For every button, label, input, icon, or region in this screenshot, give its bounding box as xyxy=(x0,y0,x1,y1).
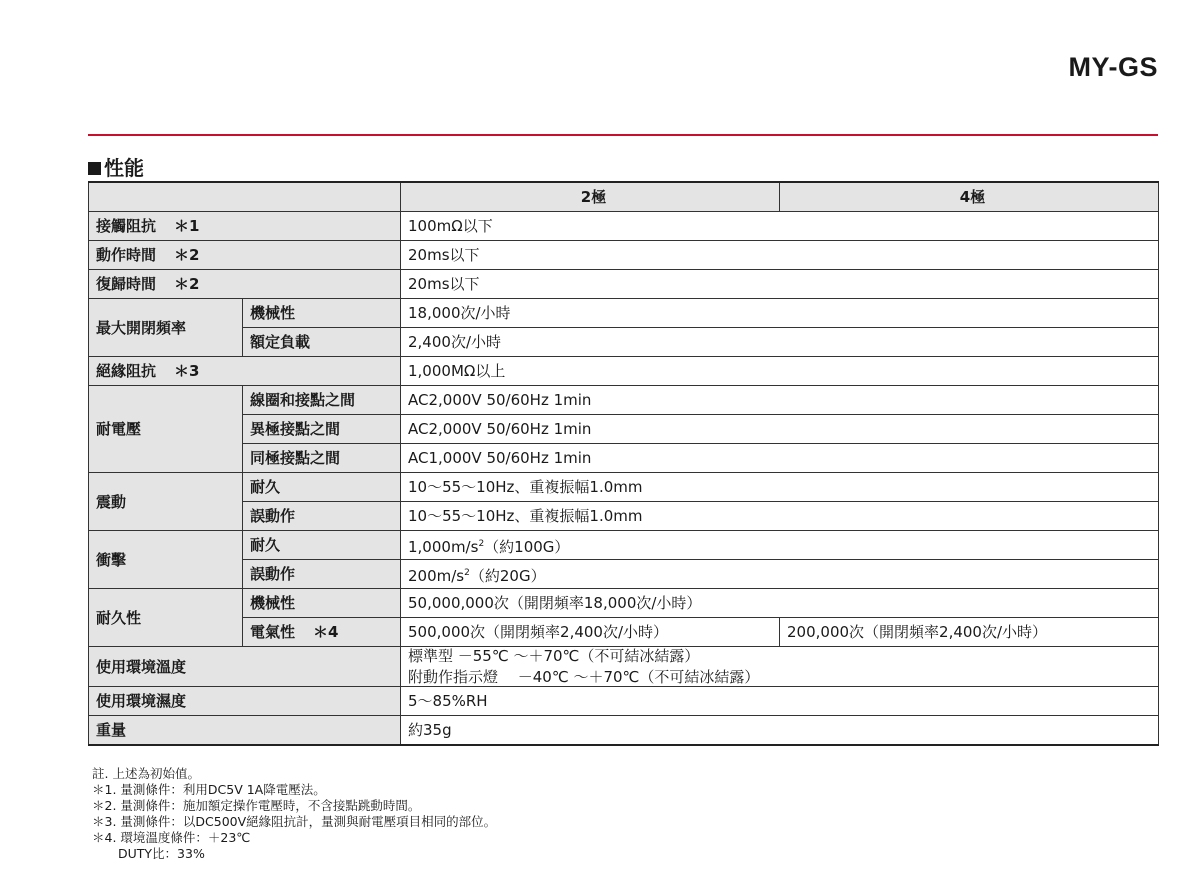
header-divider xyxy=(88,134,1158,136)
table-row xyxy=(89,444,1159,473)
note-line: ＊4. 環境溫度條件：＋23℃ xyxy=(92,830,251,845)
group-label: 耐久性 xyxy=(89,589,243,647)
row-value: AC2,000V 50/60Hz 1min xyxy=(401,386,1159,415)
note-line: 註. 上述為初始值。 xyxy=(92,766,200,781)
row-label: 復歸時間 ＊2 xyxy=(89,270,401,299)
row-value: 5～85%RH xyxy=(401,687,1159,716)
note-line: ＊3. 量測條件：以DC500V絕緣阻抗計，量測與耐電壓項目相同的部位。 xyxy=(92,814,497,829)
sub-label: 機械性 xyxy=(243,299,401,328)
sub-label: 耐久 xyxy=(243,473,401,502)
sub-label: 機械性 xyxy=(243,589,401,618)
table-row xyxy=(89,647,1159,687)
table-row xyxy=(89,241,1159,270)
note-line: ＊1. 量測條件：利用DC5V 1A降電壓法。 xyxy=(92,782,326,797)
row-value: 20ms以下 xyxy=(401,241,1159,270)
row-value: 50,000,000次（開閉頻率18,000次/小時） xyxy=(401,589,1159,618)
row-label: 接觸阻抗 ＊1 xyxy=(89,212,401,241)
row-value: 100mΩ以下 xyxy=(401,212,1159,241)
footnotes xyxy=(92,766,496,862)
footnote-mark: ＊2 xyxy=(174,275,200,293)
row-value: 10～55～10Hz、重複振幅1.0mm xyxy=(401,502,1159,531)
group-label: 震動 xyxy=(89,473,243,531)
footnote-mark: ＊3 xyxy=(174,362,200,380)
row-value: AC2,000V 50/60Hz 1min xyxy=(401,415,1159,444)
table-row xyxy=(89,415,1159,444)
table-row xyxy=(89,299,1159,328)
table-row xyxy=(89,687,1159,716)
row-label: 使用環境溫度 xyxy=(89,647,401,687)
footnote-mark: ＊4 xyxy=(313,623,339,641)
table-row xyxy=(89,386,1159,415)
sub-label: 同極接點之間 xyxy=(243,444,401,473)
sub-label: 額定負載 xyxy=(243,328,401,357)
sub-label: 電氣性 ＊4 xyxy=(243,618,401,647)
section-title xyxy=(88,152,144,181)
sub-label: 異極接點之間 xyxy=(243,415,401,444)
performance-table xyxy=(88,181,1159,746)
header-2pole: 2極 xyxy=(401,182,780,212)
row-value: 標準型 －55℃ ～＋70℃（不可結冰結露） 附動作指示燈 －40℃ ～＋70℃（不可結冰結露） xyxy=(401,647,1159,687)
row-value: 2,400次/小時 xyxy=(401,328,1159,357)
sub-label: 誤動作 xyxy=(243,560,401,589)
note-line: ＊2. 量測條件：施加額定操作電壓時，不含接點跳動時間。 xyxy=(92,798,421,813)
row-value: 18,000次/小時 xyxy=(401,299,1159,328)
table-row xyxy=(89,589,1159,618)
footnote-mark: ＊2 xyxy=(174,246,200,264)
footnote-mark: ＊1 xyxy=(174,217,200,235)
note-line: DUTY比：33% xyxy=(118,846,205,861)
table-row xyxy=(89,531,1159,560)
row-value: 10～55～10Hz、重複振幅1.0mm xyxy=(401,473,1159,502)
header-4pole: 4極 xyxy=(780,182,1159,212)
table-row xyxy=(89,560,1159,589)
row-value: 20ms以下 xyxy=(401,270,1159,299)
value-4pole: 200,000次（開閉頻率2,400次/小時） xyxy=(780,618,1159,647)
table-row xyxy=(89,212,1159,241)
row-label: 使用環境濕度 xyxy=(89,687,401,716)
table-row xyxy=(89,473,1159,502)
model-title: MY-GS xyxy=(1068,52,1158,82)
row-value: $200m/s^2$（約20G） xyxy=(401,560,1159,589)
group-label: 耐電壓 xyxy=(89,386,243,473)
table-row xyxy=(89,502,1159,531)
row-label: 絕緣阻抗 ＊3 xyxy=(89,357,401,386)
value-2pole: 500,000次（開閉頻率2,400次/小時） xyxy=(401,618,780,647)
header-blank-cell xyxy=(89,182,401,212)
sub-label: 誤動作 xyxy=(243,502,401,531)
group-label: 衝擊 xyxy=(89,531,243,589)
row-value: $1,000m/s^2$（約100G） xyxy=(401,531,1159,560)
square-bullet-icon xyxy=(88,162,101,175)
sub-label: 線圈和接點之間 xyxy=(243,386,401,415)
group-label: 最大開閉頻率 xyxy=(89,299,243,357)
sub-label: 耐久 xyxy=(243,531,401,560)
row-value: 約35g xyxy=(401,716,1159,746)
table-row xyxy=(89,618,1159,647)
table-row xyxy=(89,357,1159,386)
row-value: AC1,000V 50/60Hz 1min xyxy=(401,444,1159,473)
table-row xyxy=(89,328,1159,357)
row-value: 1,000MΩ以上 xyxy=(401,357,1159,386)
table-row xyxy=(89,270,1159,299)
table-header-row xyxy=(89,182,1159,212)
row-label: 重量 xyxy=(89,716,401,746)
row-label: 動作時間 ＊2 xyxy=(89,241,401,270)
section-title-text: 性能 xyxy=(104,156,144,180)
table-row xyxy=(89,716,1159,746)
